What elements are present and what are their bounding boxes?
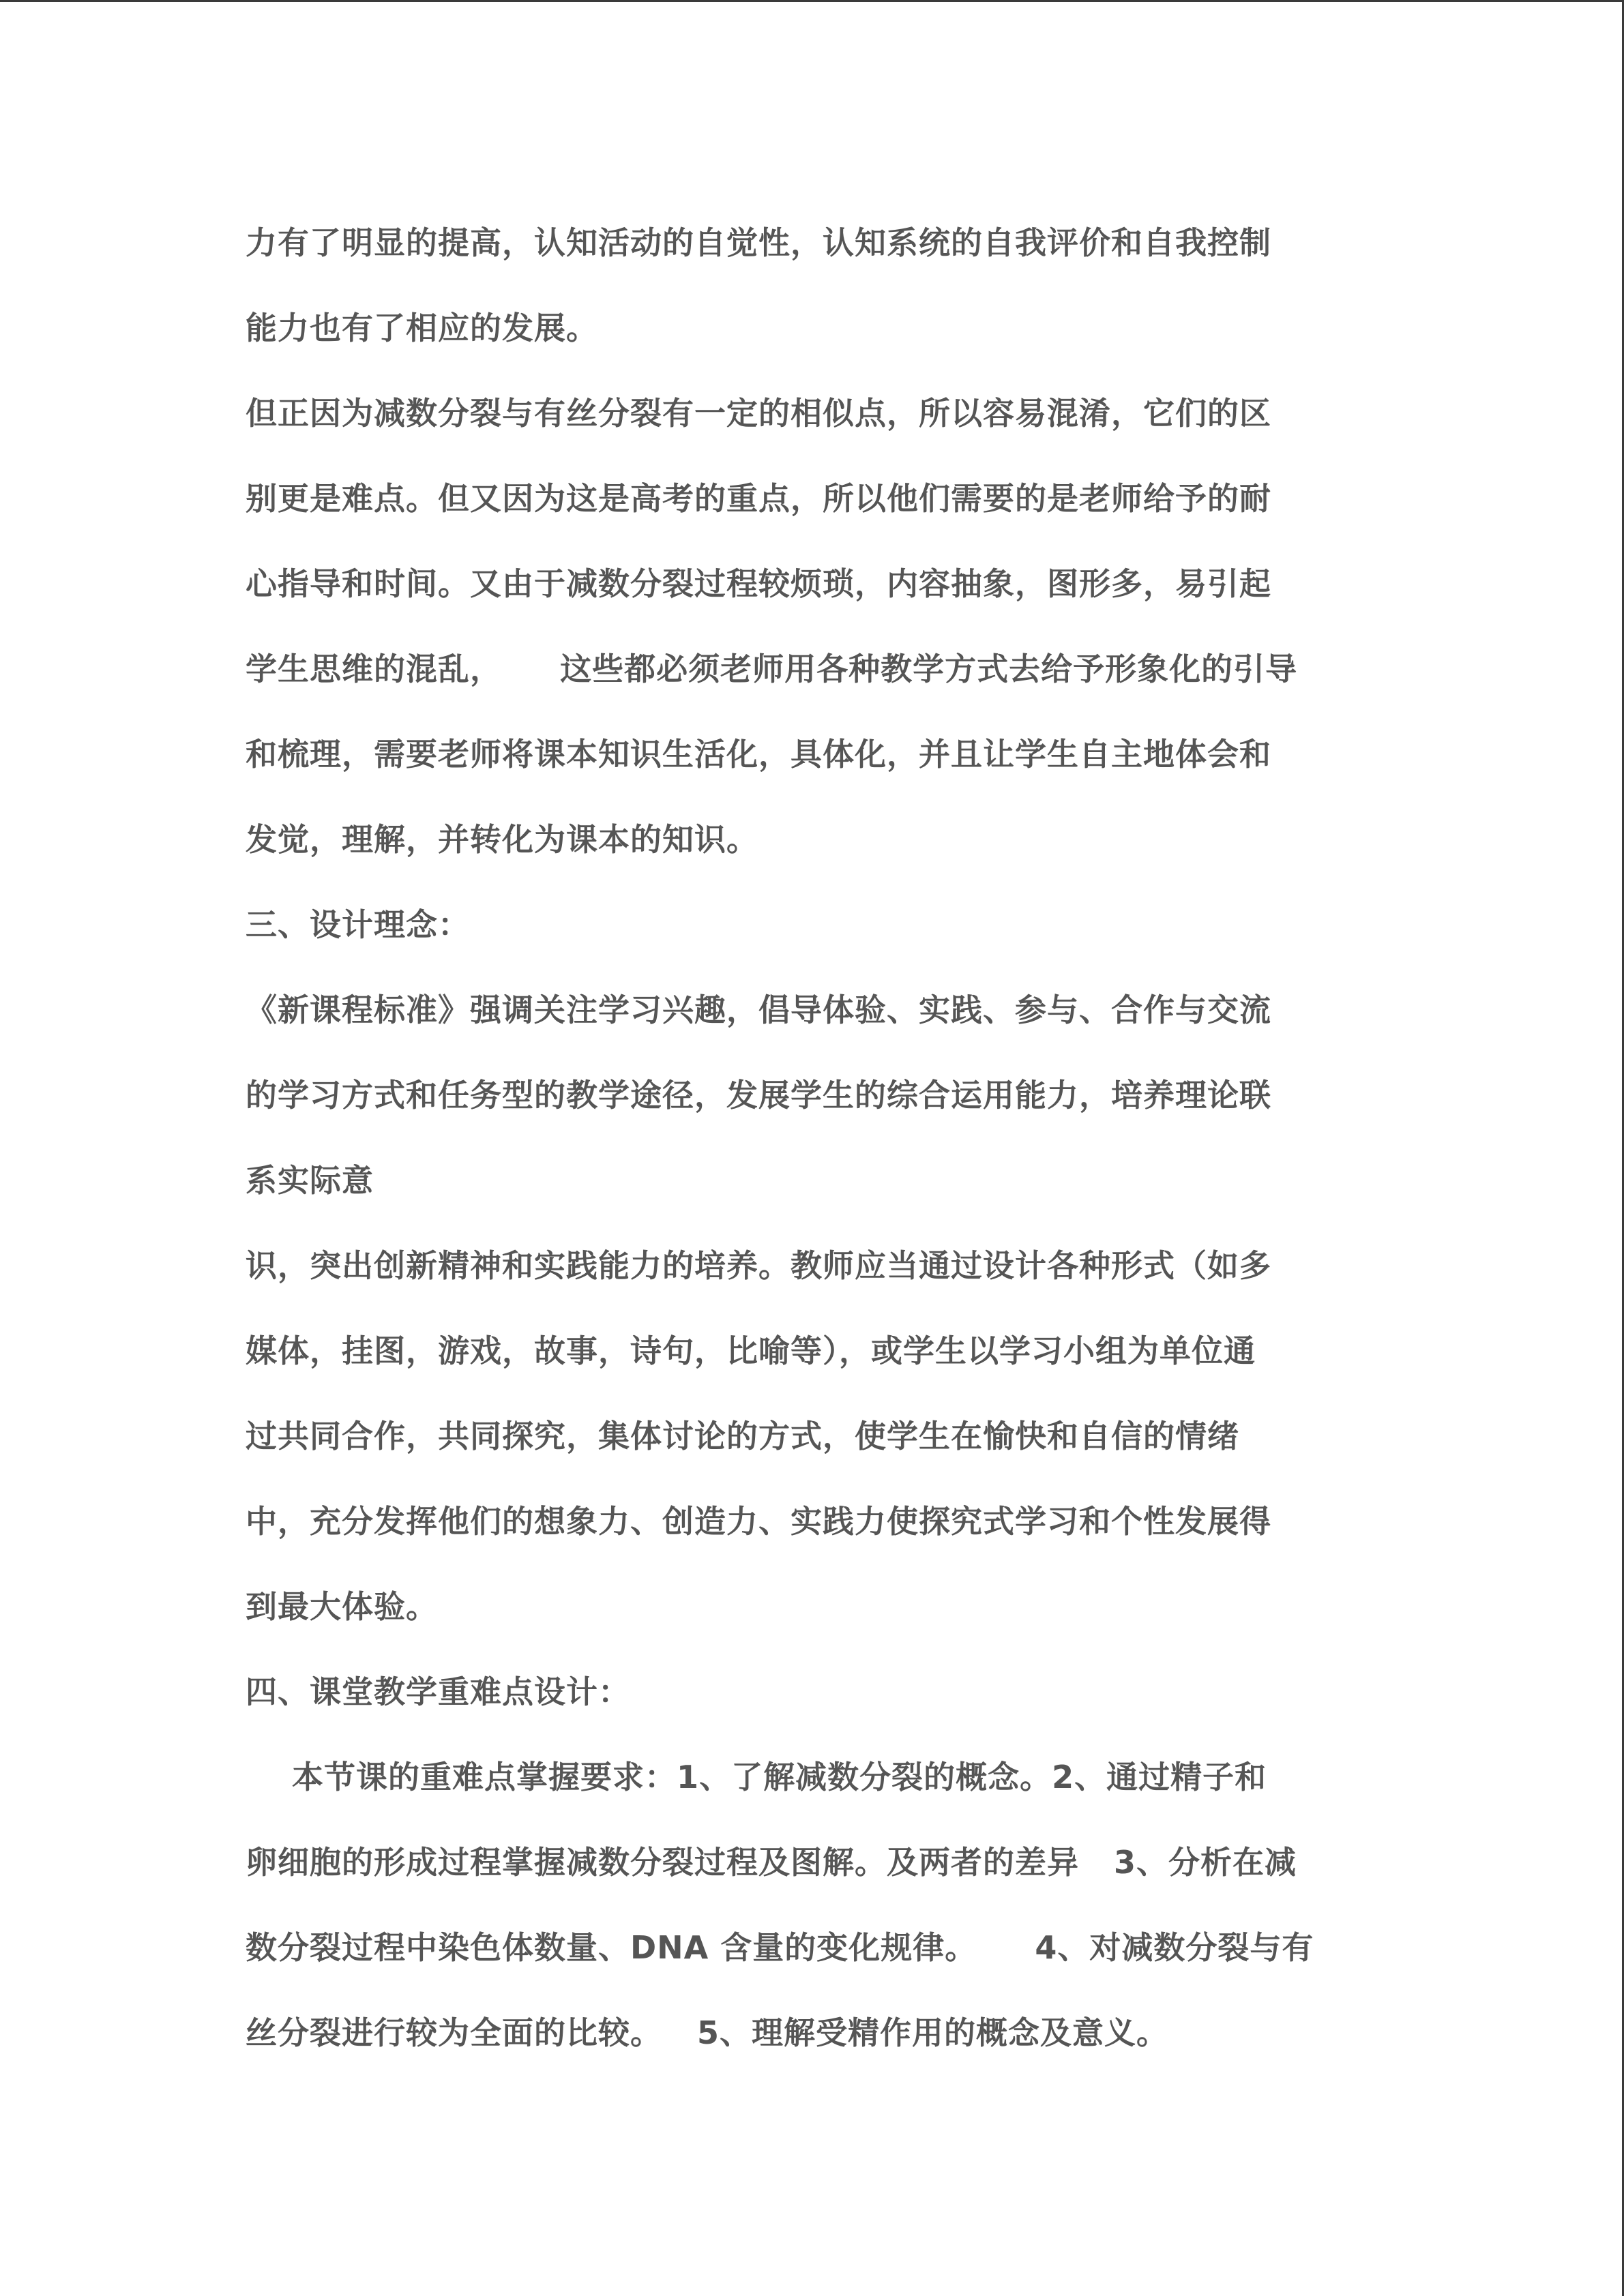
text-line: 别更是难点。但又因为这是高考的重点，所以他们需要的是老师给予的耐 [246, 480, 1271, 517]
text-line: 力有了明显的提高，认知活动的自觉性，认知系统的自我评价和自我控制 [246, 224, 1271, 261]
text-line: 数分裂过程中染色体数量、DNA 含量的变化规律。 4、对减数分裂与有 [246, 1929, 1314, 1966]
text-line: 中，充分发挥他们的想象力、创造力、实践力使探究式学习和个性发展得 [246, 1503, 1271, 1540]
text-line: 但正因为减数分裂与有丝分裂有一定的相似点，所以容易混淆，它们的区 [246, 395, 1271, 432]
text-line: 和梳理，需要老师将课本知识生活化，具体化，并且让学生自主地体会和 [246, 736, 1271, 773]
text-line: 到最大体验。 [246, 1588, 438, 1625]
text-line: 识，突出创新精神和实践能力的培养。教师应当通过设计各种形式（如多 [246, 1247, 1271, 1284]
section-heading: 三、设计理念： [246, 906, 470, 943]
text-line: 发觉，理解，并转化为课本的知识。 [246, 821, 758, 858]
section-heading: 四、课堂教学重难点设计： [246, 1673, 630, 1710]
text-line: 过共同合作，共同探究，集体讨论的方式，使学生在愉快和自信的情绪 [246, 1418, 1239, 1455]
text-line: 媒体，挂图，游戏，故事，诗句，比喻等），或学生以学习小组为单位通 [246, 1332, 1256, 1369]
text-line: 心指导和时间。又由于减数分裂过程较烦琐，内容抽象，图形多，易引起 [246, 565, 1271, 602]
text-line: 能力也有了相应的发展。 [246, 310, 598, 346]
text-line: 丝分裂进行较为全面的比较。 5、理解受精作用的概念及意义。 [246, 2014, 1169, 2051]
text-line: 本节课的重难点掌握要求：1、了解减数分裂的概念。2、通过精子和 [246, 1759, 1267, 1795]
text-line: 系实际意 [246, 1162, 374, 1199]
text-line: 卵细胞的形成过程掌握减数分裂过程及图解。及两者的差异 3、分析在减 [246, 1844, 1297, 1881]
text-line: 学生思维的混乱， 这些都必须老师用各种教学方式去给予形象化的引导 [246, 651, 1298, 687]
text-line: 的学习方式和任务型的教学途径，发展学生的综合运用能力，培养理论联 [246, 1077, 1271, 1114]
text-line: 《新课程标准》强调关注学习兴趣，倡导体验、实践、参与、合作与交流 [246, 992, 1271, 1028]
